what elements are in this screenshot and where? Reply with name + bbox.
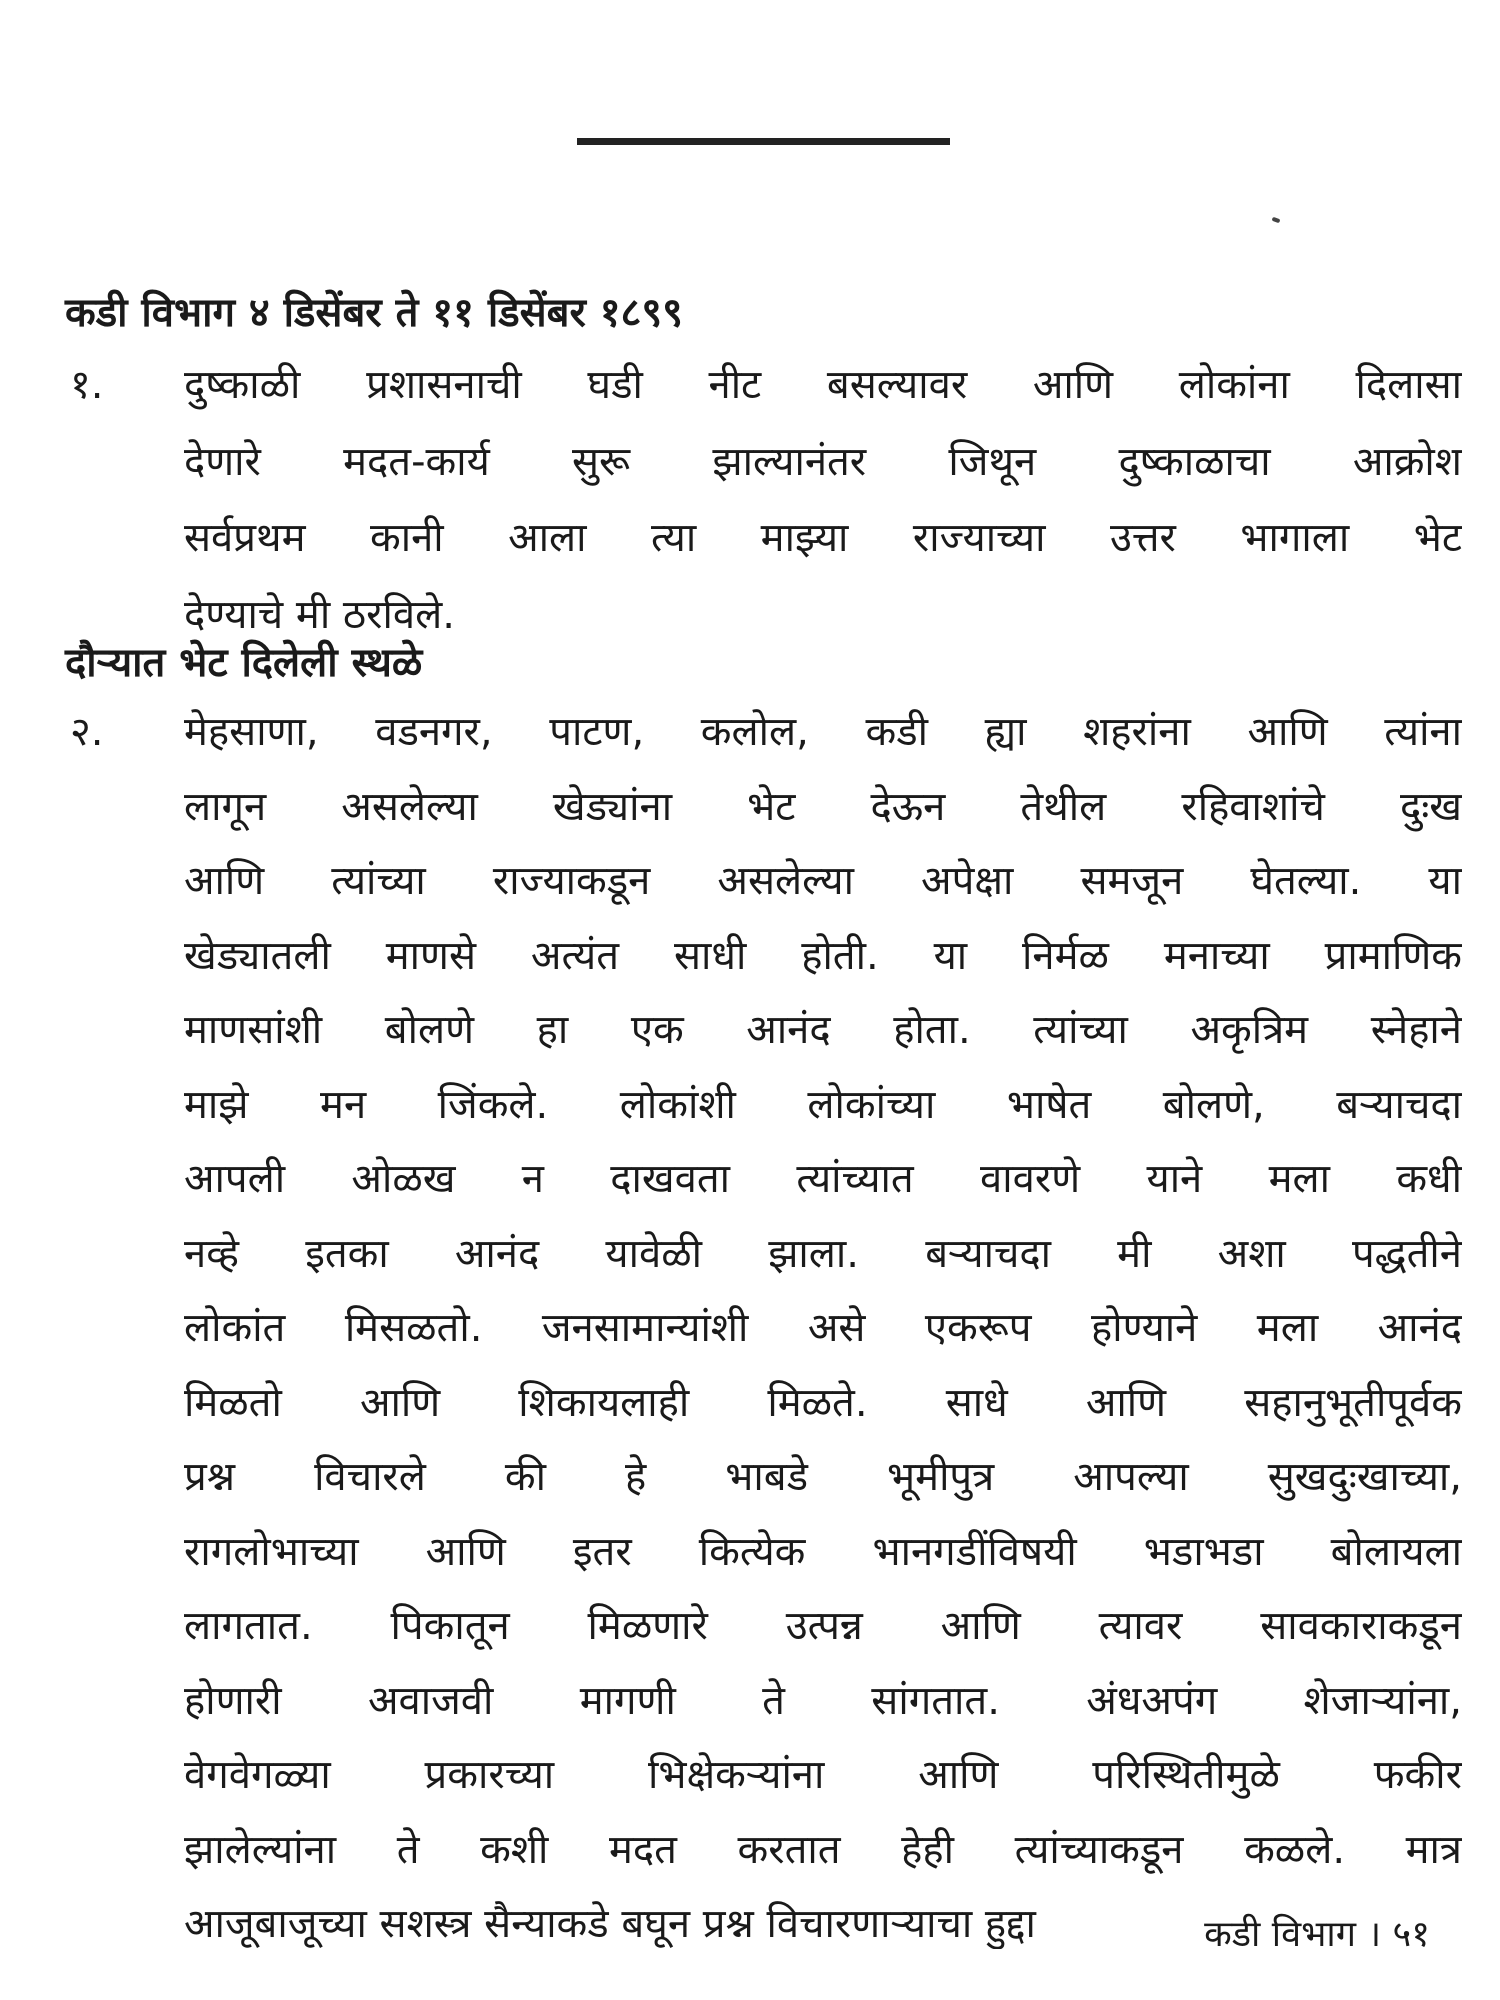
paragraph-line: आपली ओळख न दाखवता त्यांच्यात वावरणे याने मला कधी xyxy=(184,1156,1462,1202)
paragraph-line: माझे मन जिंकले. लोकांशी लोकांच्या भाषेत बोलणे, बऱ्याचदा xyxy=(184,1081,1462,1128)
paragraph-line: होणारी अवाजवी मागणी ते सांगतात. अंधअपंग शेजाऱ्यांना, xyxy=(184,1677,1462,1724)
paragraph-line: लागून असलेल्या खेड्यांना भेट देऊन तेथील रहिवाशांचे दुःख xyxy=(184,783,1462,830)
paragraph-line: माणसांशी बोलणे हा एक आनंद होता. त्यांच्या अकृत्रिम स्नेहाने xyxy=(184,1007,1462,1053)
paragraph-line: आणि त्यांच्या राज्याकडून असलेल्या अपेक्षा समजून घेतल्या. या xyxy=(184,858,1462,904)
paragraph-line: रागलोभाच्या आणि इतर कित्येक भानगडींविषयी भडाभडा बोलायला xyxy=(184,1528,1462,1575)
paragraph-line: नव्हे इतका आनंद यावेळी झाला. बऱ्याचदा मी अशा पद्धतीने xyxy=(184,1230,1462,1277)
section-heading: कडी विभाग ४ डिसेंबर ते ११ डिसेंबर १८९९ xyxy=(65,290,683,336)
paragraph-line: लोकांत मिसळतो. जनसामान्यांशी असे एकरूप होण्याने मला आनंद xyxy=(184,1305,1462,1351)
paragraph-line: झालेल्यांना ते कशी मदत करतात हेही त्यांच्याकडून कळले. मात्र xyxy=(184,1826,1462,1873)
page-footer: कडी विभाग । ५१ xyxy=(1204,1914,1430,1955)
paragraph-line: आजूबाजूच्या सशस्त्र सैन्याकडे बघून प्रश्न विचारणाऱ्याचा हुद्दा xyxy=(184,1901,1036,1947)
paragraph-line: खेड्यातली माणसे अत्यंत साधी होती. या निर्मळ मनाच्या प्रामाणिक xyxy=(184,932,1462,979)
top-divider-rule xyxy=(577,138,950,145)
paragraph-line: लागतात. पिकातून मिळणारे उत्पन्न आणि त्यावर सावकाराकडून xyxy=(184,1603,1462,1649)
paragraph-line: वेगवेगळ्या प्रकारच्या भिक्षेकऱ्यांना आणि परिस्थितीमुळे फकीर xyxy=(184,1752,1462,1798)
paragraph-line: देण्याचे मी ठरविले. xyxy=(184,591,455,638)
paragraph-line: प्रश्न विचारले की हे भाबडे भूमीपुत्र आपल्या सुखदुःखाच्या, xyxy=(184,1454,1462,1500)
paragraph-line: मिळतो आणि शिकायलाही मिळते. साधे आणि सहानुभूतीपूर्वक xyxy=(184,1379,1462,1426)
scan-speck xyxy=(1272,217,1281,223)
paragraph-number: १. xyxy=(70,362,104,408)
paragraph-line: सर्वप्रथम कानी आला त्या माझ्या राज्याच्या उत्तर भागाला भेट xyxy=(184,515,1462,561)
places-heading: दौऱ्यात भेट दिलेली स्थळे xyxy=(65,640,423,686)
paragraph-line: मेहसाणा, वडनगर, पाटण, कलोल, कडी ह्या शहरांना आणि त्यांना xyxy=(184,709,1462,755)
paragraph-number: २. xyxy=(70,709,104,755)
paragraph-line: देणारे मदत-कार्य सुरू झाल्यानंतर जिथून दुष्काळाचा आक्रोश xyxy=(184,438,1462,485)
paragraph-line: दुष्काळी प्रशासनाची घडी नीट बसल्यावर आणि लोकांना दिलासा xyxy=(184,362,1462,408)
